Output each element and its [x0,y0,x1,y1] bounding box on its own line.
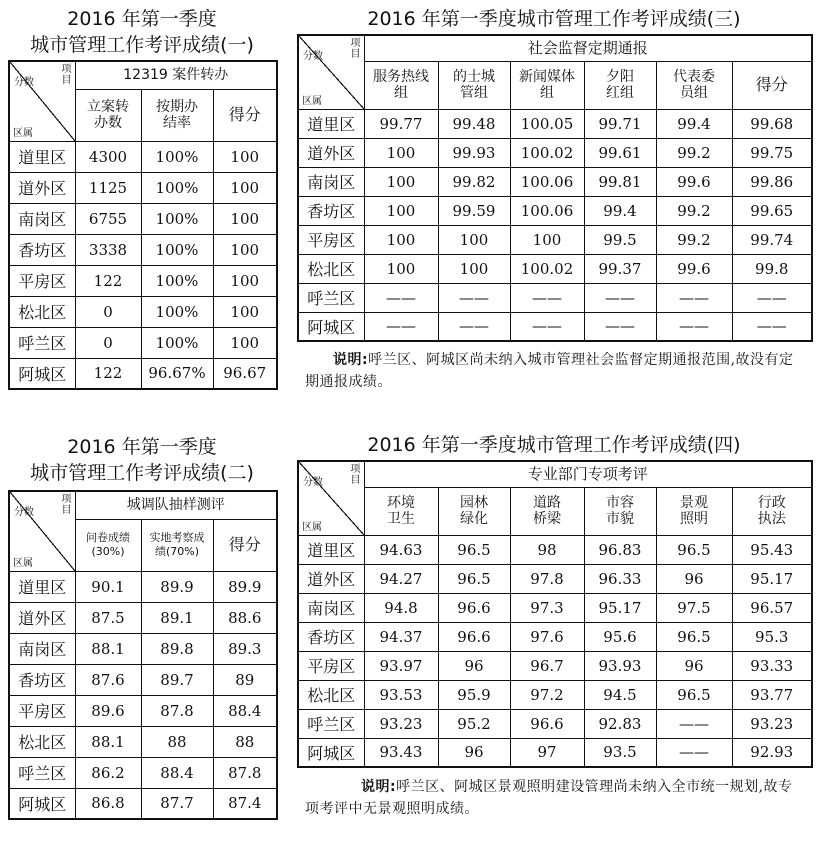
diag-score-label: 分数 [14,507,34,518]
cell: —— [732,312,812,341]
cell: 100 [213,203,277,234]
cell: 93.43 [364,738,438,767]
row-district: 平房区 [298,225,364,254]
row-district: 平房区 [298,651,364,680]
cell: 3338 [75,234,141,265]
cell: 93.97 [364,651,438,680]
cell: 6755 [75,203,141,234]
cell: 86.8 [75,788,141,819]
cell: 99.93 [438,138,510,167]
cell: 99.65 [732,196,812,225]
table-row [298,651,812,680]
diag-item-label: 项目 [350,464,361,486]
table-row [298,593,812,622]
cell: 96.6 [510,709,584,738]
table3-title: 2016 年第一季度城市管理工作考评成绩(三) [367,8,741,30]
cell: 100 [438,254,510,283]
row-district: 南岗区 [298,593,364,622]
cell: 88 [141,726,213,757]
cell: 94.5 [584,680,656,709]
table4-note-label: 说明: [361,779,397,795]
cell: 87.4 [213,788,277,819]
row-district: 阿城区 [298,738,364,767]
cell: 100% [141,172,213,203]
cell: 88.1 [75,633,141,664]
cell: 89.9 [141,571,213,602]
cell: 99.2 [656,225,732,254]
cell: 95.9 [438,680,510,709]
cell: 4300 [75,141,141,172]
table3-note-label: 说明: [333,352,369,368]
table-row [298,167,812,196]
row-district: 阿城区 [298,312,364,341]
table2-title-line1: 2016 年第一季度 [67,436,217,458]
table1-title-line1: 2016 年第一季度 [67,8,217,30]
table2-title-line2: 城市管理工作考评成绩(二) [30,462,254,484]
cell: 100 [213,234,277,265]
table-row [298,680,812,709]
cell: 87.8 [213,757,277,788]
table3-body [298,109,812,341]
table4-block [297,432,811,768]
table1-diagonal-header [9,61,75,141]
table1 [8,60,278,390]
cell: 95.6 [584,622,656,651]
table-row [298,283,812,312]
cell: —— [584,283,656,312]
cell: 96 [438,651,510,680]
cell: 100% [141,327,213,358]
cell: —— [438,312,510,341]
diag-item-label: 项目 [61,494,72,516]
cell: 100.02 [510,138,584,167]
row-district: 道外区 [298,138,364,167]
cell: 93.77 [732,680,812,709]
cell: 99.48 [438,109,510,138]
cell: 97 [510,738,584,767]
table-row [9,633,277,664]
cell: 87.7 [141,788,213,819]
cell: 100 [438,225,510,254]
cell: 92.93 [732,738,812,767]
cell: 99.8 [732,254,812,283]
table-row [298,225,812,254]
cell: 99.4 [656,109,732,138]
row-district: 道外区 [9,602,75,633]
cell: 99.82 [438,167,510,196]
cell: 93.93 [584,651,656,680]
cell: 99.6 [656,167,732,196]
table4-col-header: 行政执法 [732,487,812,535]
cell: 88.4 [141,757,213,788]
cell: 96.57 [732,593,812,622]
cell: —— [656,283,732,312]
table-row [9,788,277,819]
row-district: 香坊区 [298,622,364,651]
cell: 99.68 [732,109,812,138]
cell: —— [364,312,438,341]
cell: 99.59 [438,196,510,225]
cell: 94.27 [364,564,438,593]
cell: 96 [656,651,732,680]
table-row [9,296,277,327]
table2-col-header: 得分 [213,519,277,571]
cell: 96.5 [656,680,732,709]
cell: 96.5 [438,535,510,564]
row-district: 南岗区 [9,203,75,234]
table-row [9,695,277,726]
cell: 99.37 [584,254,656,283]
row-district: 香坊区 [9,664,75,695]
cell: 122 [75,358,141,389]
row-district: 呼兰区 [9,327,75,358]
cell: 88.6 [213,602,277,633]
table-row [9,234,277,265]
row-district: 道里区 [9,571,75,602]
cell: 93.5 [584,738,656,767]
cell: 100 [364,138,438,167]
table3-diagonal-header [298,35,364,109]
table-row [9,571,277,602]
cell: 87.8 [141,695,213,726]
table3-col-header: 代表委员组 [656,61,732,109]
table2-block [8,434,276,820]
cell: 100% [141,203,213,234]
table2-col-header: 实地考察成绩(70%) [141,519,213,571]
cell: —— [656,709,732,738]
cell: 99.4 [584,196,656,225]
table2-group-header: 城调队抽样测评 [75,491,277,519]
diag-score-label: 分数 [14,77,34,88]
cell: 99.2 [656,196,732,225]
diag-district-label: 区属 [302,95,322,107]
row-district: 道外区 [298,564,364,593]
cell: 96.6 [438,622,510,651]
diag-score-label: 分数 [303,51,323,62]
cell: 95.17 [584,593,656,622]
cell: 95.17 [732,564,812,593]
cell: 86.2 [75,757,141,788]
row-district: 平房区 [9,695,75,726]
row-district: 道外区 [9,172,75,203]
cell: 99.61 [584,138,656,167]
cell: 98 [510,535,584,564]
cell: 96 [438,738,510,767]
table4-diagonal-header [298,461,364,535]
cell: 93.23 [732,709,812,738]
table-row [298,564,812,593]
cell: 96.33 [584,564,656,593]
cell: 100 [364,167,438,196]
diag-item-label: 项目 [61,64,72,86]
diag-district-label: 区属 [13,127,33,139]
cell: 99.71 [584,109,656,138]
table4-note [305,776,805,820]
table1-title-line2: 城市管理工作考评成绩(一) [30,34,254,56]
cell: 100 [510,225,584,254]
table2 [8,490,278,820]
table-row [298,138,812,167]
cell: 95.43 [732,535,812,564]
cell: 89.3 [213,633,277,664]
cell: 88.1 [75,726,141,757]
cell: 93.33 [732,651,812,680]
cell: 100 [364,196,438,225]
table-row [9,664,277,695]
table-row [9,726,277,757]
table1-col-header: 立案转办数 [75,89,141,141]
table4-title: 2016 年第一季度城市管理工作考评成绩(四) [367,434,741,456]
row-district: 道里区 [9,141,75,172]
row-district: 香坊区 [9,234,75,265]
cell: 100 [213,327,277,358]
cell: 100% [141,141,213,172]
table-row [9,141,277,172]
cell: 96.67 [213,358,277,389]
cell: 100 [364,225,438,254]
table3-group-header: 社会监督定期通报 [364,35,812,61]
table4-col-header: 园林绿化 [438,487,510,535]
diag-item-label: 项目 [350,38,361,60]
cell: —— [584,312,656,341]
table-row [298,535,812,564]
table-row [298,109,812,138]
table3 [297,34,813,342]
table4-col-header: 景观照明 [656,487,732,535]
cell: 1125 [75,172,141,203]
cell: —— [510,312,584,341]
table-row [9,602,277,633]
cell: 99.6 [656,254,732,283]
row-district: 香坊区 [298,196,364,225]
cell: 100% [141,234,213,265]
cell: 100 [213,265,277,296]
table-row [9,265,277,296]
table-row [9,172,277,203]
cell: 100.02 [510,254,584,283]
row-district: 阿城区 [9,788,75,819]
cell: 89 [213,664,277,695]
cell: 97.8 [510,564,584,593]
table4 [297,460,813,768]
table-row [298,738,812,767]
cell: 89.6 [75,695,141,726]
table1-col-header: 按期办结率 [141,89,213,141]
cell: 87.6 [75,664,141,695]
table1-block [8,6,276,390]
row-district: 松北区 [9,296,75,327]
cell: 95.2 [438,709,510,738]
table-row [298,312,812,341]
table4-col-header: 环境卫生 [364,487,438,535]
row-district: 平房区 [9,265,75,296]
cell: 88.4 [213,695,277,726]
cell: 99.86 [732,167,812,196]
cell: 96.83 [584,535,656,564]
cell: 97.5 [656,593,732,622]
cell: 93.23 [364,709,438,738]
table4-note-text: 呼兰区、阿城区景观照明建设管理尚未纳入全市统一规划,故专项考评中无景观照明成绩。 [305,779,793,817]
cell: 96.5 [656,535,732,564]
cell: 100.06 [510,167,584,196]
cell: 96.6 [438,593,510,622]
cell: —— [732,283,812,312]
cell: 99.2 [656,138,732,167]
table-row [298,709,812,738]
cell: 100.05 [510,109,584,138]
table-row [298,254,812,283]
diag-district-label: 区属 [13,557,33,569]
row-district: 呼兰区 [9,757,75,788]
row-district: 松北区 [298,680,364,709]
cell: 99.81 [584,167,656,196]
table3-note [305,349,805,393]
table3-col-header: 服务热线组 [364,61,438,109]
cell: 100.06 [510,196,584,225]
row-district: 南岗区 [298,167,364,196]
cell: —— [656,738,732,767]
cell: 90.1 [75,571,141,602]
cell: 88 [213,726,277,757]
cell: 94.63 [364,535,438,564]
cell: 97.3 [510,593,584,622]
cell: 99.5 [584,225,656,254]
diag-score-label: 分数 [303,477,323,488]
row-district: 道里区 [298,109,364,138]
table1-group-header: 12319 案件转办 [75,61,277,89]
cell: —— [510,283,584,312]
cell: 100% [141,265,213,296]
table-row [298,622,812,651]
cell: 0 [75,296,141,327]
cell: 122 [75,265,141,296]
table3-note-text: 呼兰区、阿城区尚未纳入城市管理社会监督定期通报范围,故没有定期通报成绩。 [305,352,794,390]
table2-body [9,571,277,819]
cell: 96.5 [656,622,732,651]
cell: 97.2 [510,680,584,709]
table1-col-header: 得分 [213,89,277,141]
table3-block [297,6,811,342]
table2-diagonal-header [9,491,75,571]
table4-col-header: 市容市貌 [584,487,656,535]
cell: 100 [213,172,277,203]
cell: 97.6 [510,622,584,651]
cell: 96.5 [438,564,510,593]
cell: —— [364,283,438,312]
table4-group-header: 专业部门专项考评 [364,461,812,487]
cell: 0 [75,327,141,358]
cell: 99.75 [732,138,812,167]
table4-body [298,535,812,767]
cell: 93.53 [364,680,438,709]
cell: 99.74 [732,225,812,254]
row-district: 南岗区 [9,633,75,664]
cell: 89.8 [141,633,213,664]
cell: —— [656,312,732,341]
table-row [9,757,277,788]
table4-col-header: 道路桥梁 [510,487,584,535]
cell: 100 [364,254,438,283]
row-district: 呼兰区 [298,709,364,738]
cell: 95.3 [732,622,812,651]
row-district: 阿城区 [9,358,75,389]
cell: 94.37 [364,622,438,651]
table3-col-header: 新闻媒体组 [510,61,584,109]
row-district: 呼兰区 [298,283,364,312]
table3-col-header: 得分 [732,61,812,109]
cell: 89.1 [141,602,213,633]
cell: 100% [141,296,213,327]
cell: 96 [656,564,732,593]
table2-col-header: 问卷成绩(30%) [75,519,141,571]
table3-col-header: 的士城管组 [438,61,510,109]
cell: 100 [213,296,277,327]
cell: —— [438,283,510,312]
cell: 94.8 [364,593,438,622]
table-row [9,203,277,234]
diag-district-label: 区属 [302,521,322,533]
cell: 89.7 [141,664,213,695]
cell: 87.5 [75,602,141,633]
cell: 99.77 [364,109,438,138]
table1-body [9,141,277,389]
cell: 96.67% [141,358,213,389]
cell: 92.83 [584,709,656,738]
row-district: 松北区 [298,254,364,283]
row-district: 松北区 [9,726,75,757]
cell: 89.9 [213,571,277,602]
row-district: 道里区 [298,535,364,564]
cell: 100 [213,141,277,172]
table3-col-header: 夕阳红组 [584,61,656,109]
table-row [9,327,277,358]
table-row [298,196,812,225]
table-row [9,358,277,389]
cell: 96.7 [510,651,584,680]
